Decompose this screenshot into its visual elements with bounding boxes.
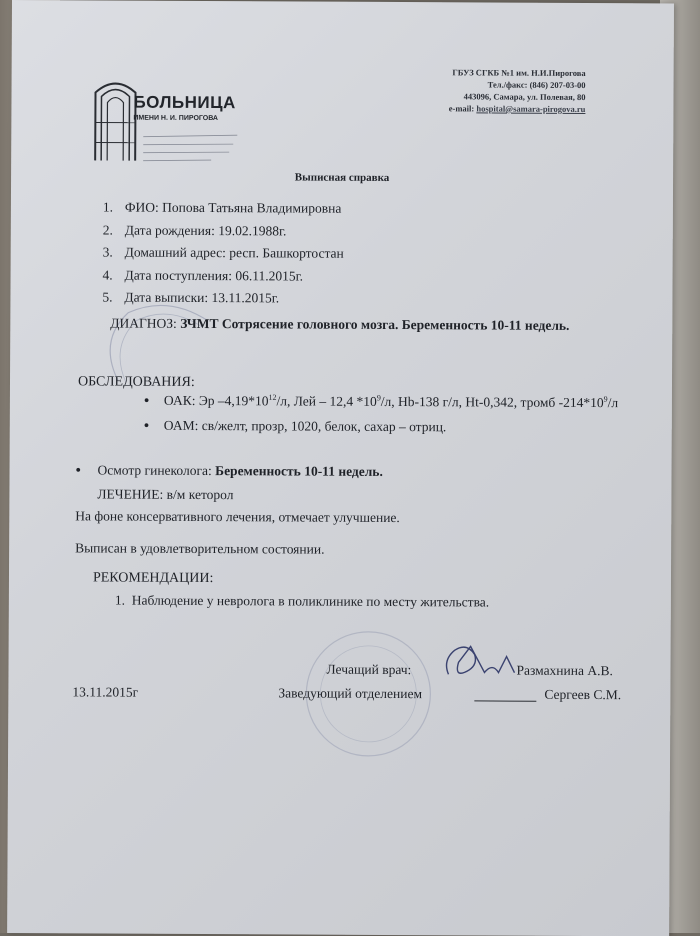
document-page	[7, 0, 674, 936]
list-item	[103, 196, 344, 220]
org-name: ГБУЗ СГКБ №1 им. Н.И.Пирогова	[386, 66, 586, 79]
oak-text-part: ОАК: Эр –4,19*10	[164, 393, 269, 409]
gynecologist-label: Осмотр гинеколога:	[98, 462, 216, 478]
oak-text-part: /л, Лей – 12,4 *10	[276, 393, 376, 409]
bullet-icon: ●	[76, 464, 81, 474]
patient-name: ФИО: Попова Татьяна Владимировна	[125, 200, 341, 216]
list-number: 2.	[103, 219, 125, 242]
diagnosis-label: ДИАГНОЗ:	[110, 316, 180, 331]
oak-exponent: 9	[604, 395, 608, 404]
birth-date: Дата рождения: 19.02.1988г.	[125, 222, 287, 238]
list-item	[144, 391, 644, 413]
gynecologist-result: Беременность 10-11 недель.	[215, 463, 383, 479]
list-number: 5.	[102, 286, 124, 309]
attending-doctor-name: Размахнина А.В.	[516, 663, 612, 680]
recommendation-text: Наблюдение у невролога в поликлинике по месту жительства.	[132, 593, 490, 610]
logo-subtitle: ИМЕНИ Н. И. ПИРОГОВА	[133, 115, 218, 122]
recommendations-title: РЕКОМЕНДАЦИИ:	[93, 570, 214, 587]
department-head-name: Сергеев С.М.	[544, 687, 621, 703]
hospital-logo-icon	[91, 72, 139, 162]
organization-contacts	[385, 66, 585, 115]
home-address: Домашний адрес: респ. Башкортостан	[125, 245, 344, 261]
list-item	[103, 264, 344, 288]
discharge-date: Дата выписки: 13.11.2015г.	[124, 290, 279, 306]
signature-line	[474, 700, 536, 701]
document-title: Выписная справка	[11, 170, 673, 185]
org-phone: Тел./факс: (846) 207-03-00	[386, 78, 586, 91]
gynecologist-exam	[97, 462, 382, 479]
logo-title: БОЛЬНИЦА	[133, 93, 235, 114]
treatment-outcome: На фоне консервативного лечения, отмечает улучшение.	[75, 508, 400, 526]
oam-text: ОАМ: св/желт, прозр, 1020, белок, сахар – отриц.	[164, 418, 447, 434]
org-email-label: e-mail:	[449, 103, 477, 113]
oak-exponent: 9	[377, 393, 381, 402]
list-item	[115, 593, 489, 611]
oak-exponent: 12	[269, 393, 277, 402]
diagnosis-block	[110, 314, 640, 337]
discharge-condition: Выписан в удовлетворительном состоянии.	[75, 540, 324, 557]
org-email-link[interactable]: hospital@samara-pirogova.ru	[476, 103, 585, 114]
examinations-list	[144, 391, 644, 444]
document-date: 13.11.2015г	[72, 684, 138, 700]
list-number: 3.	[103, 241, 125, 264]
list-number: 1.	[103, 196, 125, 219]
org-email-row	[385, 102, 585, 115]
list-item	[144, 416, 644, 438]
oak-text-part: /л	[608, 395, 619, 410]
oak-text-part: /л, Hb-138 г/л, Ht-0,342, тромб -214*10	[381, 394, 604, 410]
admission-date: Дата поступления: 06.11.2015г.	[125, 267, 304, 283]
list-number: 4.	[103, 264, 125, 287]
department-head-label: Заведующий отделением	[278, 685, 422, 702]
diagnosis-text: ЗЧМТ Сотрясение головного мозга. Беременность 10-11 недель.	[180, 316, 569, 333]
org-address: 443096, Самара, ул. Полевая, 80	[385, 90, 585, 103]
doctor-signature	[440, 642, 520, 682]
treatment: ЛЕЧЕНИЕ: в/м кеторол	[97, 486, 233, 503]
patient-info-list	[102, 196, 344, 310]
examinations-title: ОБСЛЕДОВАНИЯ:	[78, 374, 195, 391]
list-number: 1.	[115, 593, 125, 608]
list-item	[103, 219, 344, 243]
hospital-logo	[91, 72, 252, 173]
list-item	[103, 241, 344, 265]
attending-doctor-label: Лечащий врач:	[326, 662, 411, 678]
faded-stamp-lines	[141, 131, 241, 166]
